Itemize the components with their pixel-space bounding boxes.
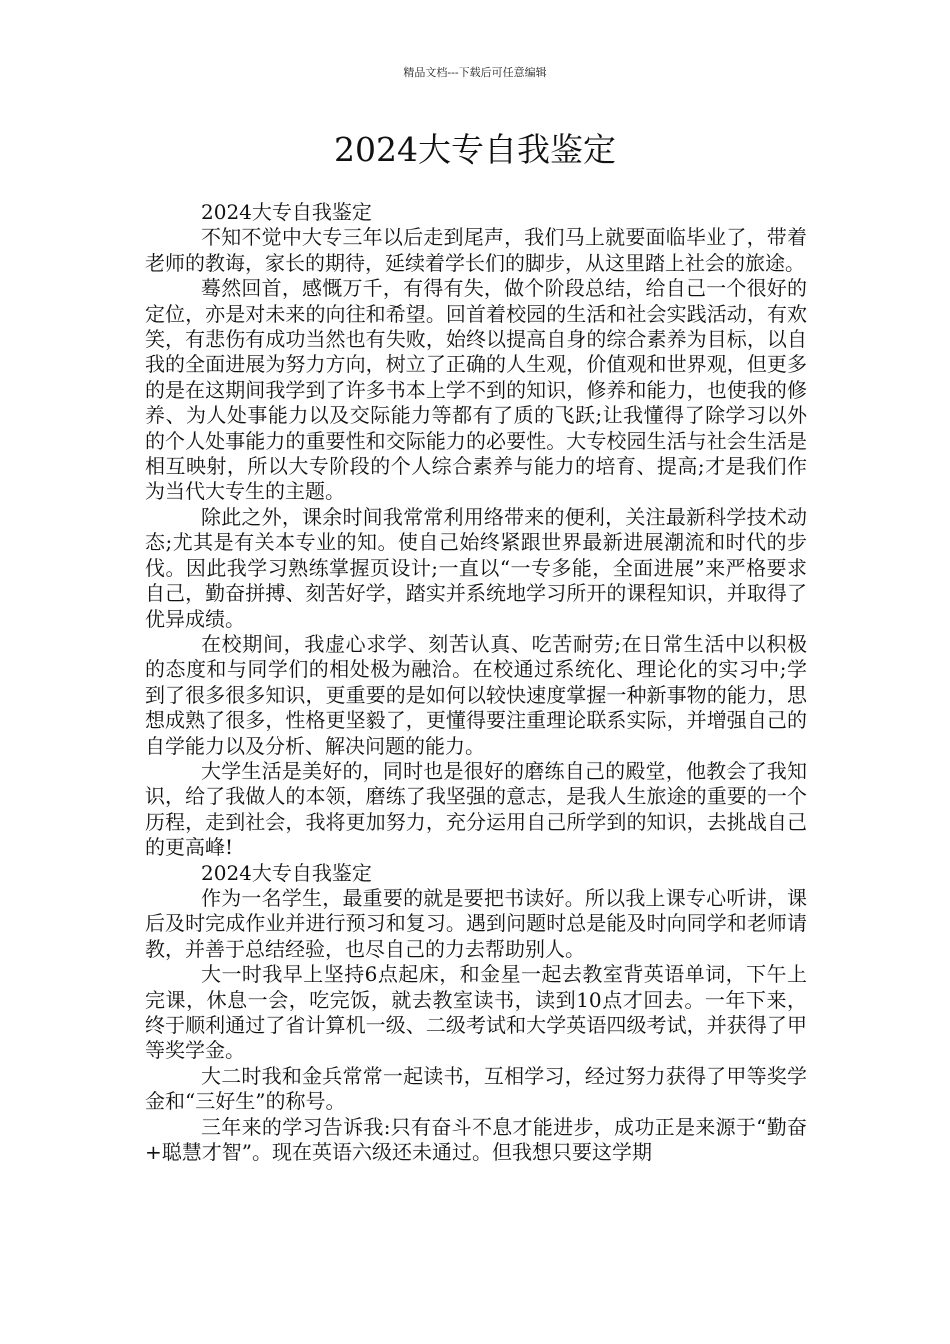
paragraph: 蓦然回首，感慨万千，有得有失，做个阶段总结，给自己一个很好的定位，亦是对未来的向往和希望。回首着校园的生活和社会实践活动，有欢笑，有悲伤有成功当然也有失败，始终以提高自身的综合素养为目标，以自我的全面进展为努力方向，树立了正确的人生观，价值观和世界观，但更多的是在这期间我学到了许多书本上学不到的知识，修养和能力，也使我的修养、为人处事能力以及交际能力等都有了质的飞跃;让我懂得了除学习以外的个人处事能力的重要性和交际能力的必要性。大专校园生活与社会生活是相互映射，所以大专阶段的个人综合素养与能力的培育、提高;才是我们作为当代大专生的主题。: [145, 276, 807, 504]
section-heading: 2024大专自我鉴定: [201, 860, 372, 885]
page-header-note: 精品文档---下载后可任意编辑: [403, 66, 547, 79]
paragraph: 除此之外，课余时间我常常利用络带来的便利，关注最新科学技术动态;尤其是有关本专业的知。使自己始终紧跟世界最新进展潮流和时代的步伐。因此我学习熟练掌握页设计;一直以“一专多能，全面进展”来严格要求自己，勤奋拼搏、刻苦好学，踏实并系统地学习所开的课程知识，并取得了优异成绩。: [145, 504, 807, 631]
paragraph: 不知不觉中大专三年以后走到尾声，我们马上就要面临毕业了，带着老师的教诲，家长的期待，延续着学长们的脚步，从这里踏上社会的旅途。: [145, 225, 807, 275]
paragraph: 在校期间，我虚心求学、刻苦认真、吃苦耐劳;在日常生活中以积极的态度和与同学们的相处极为融洽。在校通过系统化、理论化的实习中;学到了很多很多知识，更重要的是如何以较快速度掌握一种新事物的能力，思想成熟了很多，性格更坚毅了，更懂得要注重理论联系实际，并增强自己的自学能力以及分析、解决问题的能力。: [145, 631, 807, 758]
section-heading: 2024大专自我鉴定: [201, 200, 372, 224]
document-body: [145, 200, 807, 1165]
paragraph: 作为一名学生，最重要的就是要把书读好。所以我上课专心听讲，课后及时完成作业并进行预习和复习。遇到问题时总是能及时向同学和老师请教，并善于总结经验，也尽自己的力去帮助别人。: [145, 885, 807, 961]
document-title: 2024大专自我鉴定: [334, 130, 616, 169]
paragraph: 大一时我早上坚持6点起床，和金星一起去教室背英语单词，下午上完课，休息一会，吃完饭，就去教室读书，读到10点才回去。一年下来，终于顺利通过了省计算机一级、二级考试和大学英语四级考试，并获得了甲等奖学金。: [145, 962, 807, 1063]
paragraph: 三年来的学习告诉我:只有奋斗不息才能进步，成功正是来源于“勤奋+聪慧才智”。现在英语六级还未通过。但我想只要这学期: [145, 1114, 807, 1165]
paragraph: 大学生活是美好的，同时也是很好的磨练自己的殿堂，他教会了我知识，给了我做人的本领，磨练了我坚强的意志，是我人生旅途的重要的一个历程，走到社会，我将更加努力，充分运用自己所学到的知识，去挑战自己的更高峰!: [145, 758, 807, 860]
paragraph: 大二时我和金兵常常一起读书，互相学习，经过努力获得了甲等奖学金和“三好生”的称号。: [145, 1063, 807, 1114]
